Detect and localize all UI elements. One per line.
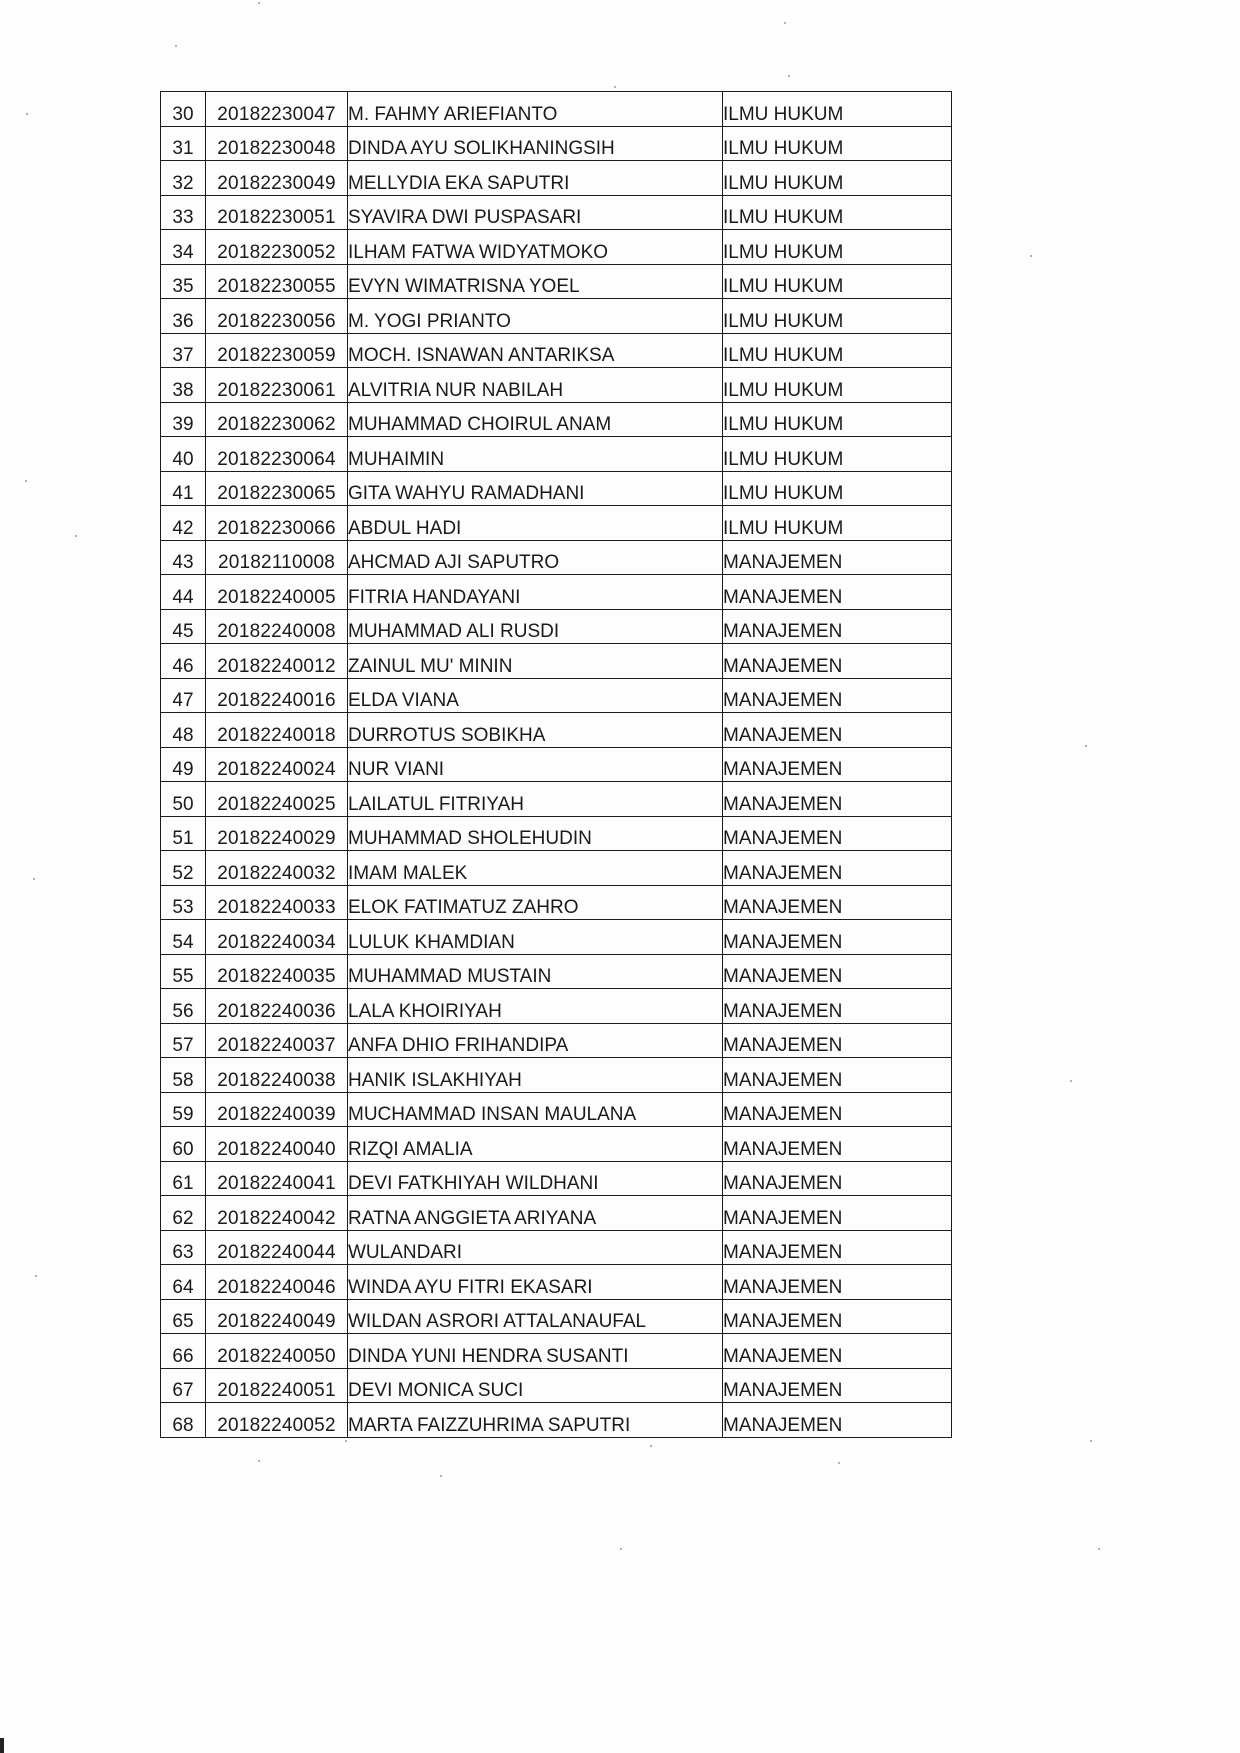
study-program: MANAJEMEN	[723, 1092, 952, 1127]
row-number: 35	[161, 264, 206, 299]
student-name: ALVITRIA NUR NABILAH	[348, 368, 723, 403]
student-name: RIZQI AMALIA	[348, 1127, 723, 1162]
scan-speck	[345, 1440, 347, 1442]
student-name: HANIK ISLAKHIYAH	[348, 1058, 723, 1093]
student-name: MUCHAMMAD INSAN MAULANA	[348, 1092, 723, 1127]
study-program: MANAJEMEN	[723, 920, 952, 955]
student-id: 20182240037	[206, 1023, 348, 1058]
study-program: MANAJEMEN	[723, 1127, 952, 1162]
row-number: 44	[161, 575, 206, 610]
study-program: MANAJEMEN	[723, 885, 952, 920]
student-name: WINDA AYU FITRI EKASARI	[348, 1265, 723, 1300]
student-name: DURROTUS SOBIKHA	[348, 713, 723, 748]
student-name: DINDA AYU SOLIKHANINGSIH	[348, 126, 723, 161]
table-row	[161, 782, 952, 817]
student-id: 20182230061	[206, 368, 348, 403]
scan-speck	[35, 1275, 37, 1277]
study-program: MANAJEMEN	[723, 713, 952, 748]
student-id: 20182240029	[206, 816, 348, 851]
student-id: 20182240008	[206, 609, 348, 644]
scan-speck	[440, 1475, 442, 1477]
student-id: 20182240025	[206, 782, 348, 817]
student-id: 20182240012	[206, 644, 348, 679]
student-name: GITA WAHYU RAMADHANI	[348, 471, 723, 506]
study-program: MANAJEMEN	[723, 1368, 952, 1403]
student-name: DINDA YUNI HENDRA SUSANTI	[348, 1334, 723, 1369]
student-name: ZAINUL MU' MININ	[348, 644, 723, 679]
row-number: 52	[161, 851, 206, 886]
study-program: MANAJEMEN	[723, 1265, 952, 1300]
scan-speck	[25, 480, 27, 482]
student-id: 20182240034	[206, 920, 348, 955]
row-number: 64	[161, 1265, 206, 1300]
table-row	[161, 437, 952, 472]
student-id: 20182240040	[206, 1127, 348, 1162]
student-id: 20182230049	[206, 161, 348, 196]
student-name: MUHAMMAD MUSTAIN	[348, 954, 723, 989]
student-id: 20182240032	[206, 851, 348, 886]
scan-speck	[258, 1460, 260, 1462]
table-row	[161, 1058, 952, 1093]
row-number: 48	[161, 713, 206, 748]
row-number: 49	[161, 747, 206, 782]
student-name: LULUK KHAMDIAN	[348, 920, 723, 955]
student-name: SYAVIRA DWI PUSPASARI	[348, 195, 723, 230]
study-program: ILMU HUKUM	[723, 92, 952, 127]
student-name: MARTA FAIZZUHRIMA SAPUTRI	[348, 1403, 723, 1438]
student-id: 20182240039	[206, 1092, 348, 1127]
study-program: MANAJEMEN	[723, 989, 952, 1024]
row-number: 57	[161, 1023, 206, 1058]
study-program: MANAJEMEN	[723, 1161, 952, 1196]
study-program: ILMU HUKUM	[723, 471, 952, 506]
student-id: 20182240052	[206, 1403, 348, 1438]
student-name: ELOK FATIMATUZ ZAHRO	[348, 885, 723, 920]
row-number: 56	[161, 989, 206, 1024]
student-id: 20182240038	[206, 1058, 348, 1093]
study-program: MANAJEMEN	[723, 1196, 952, 1231]
row-number: 53	[161, 885, 206, 920]
study-program: MANAJEMEN	[723, 851, 952, 886]
row-number: 39	[161, 402, 206, 437]
table-row	[161, 506, 952, 541]
row-number: 46	[161, 644, 206, 679]
row-number: 60	[161, 1127, 206, 1162]
student-name: ELDA VIANA	[348, 678, 723, 713]
row-number: 55	[161, 954, 206, 989]
table-row	[161, 678, 952, 713]
study-program: ILMU HUKUM	[723, 195, 952, 230]
student-id: 20182240035	[206, 954, 348, 989]
student-name: M. FAHMY ARIEFIANTO	[348, 92, 723, 127]
table-row	[161, 471, 952, 506]
student-name: WULANDARI	[348, 1230, 723, 1265]
scan-speck	[1085, 745, 1087, 747]
study-program: ILMU HUKUM	[723, 264, 952, 299]
student-name: LALA KHOIRIYAH	[348, 989, 723, 1024]
table-row	[161, 816, 952, 851]
row-number: 38	[161, 368, 206, 403]
table-row	[161, 333, 952, 368]
study-program: MANAJEMEN	[723, 540, 952, 575]
student-id: 20182240036	[206, 989, 348, 1024]
table-row	[161, 1403, 952, 1438]
student-name: DEVI FATKHIYAH WILDHANI	[348, 1161, 723, 1196]
table-row	[161, 540, 952, 575]
row-number: 50	[161, 782, 206, 817]
table-row	[161, 1265, 952, 1300]
table-row	[161, 264, 952, 299]
student-name: RATNA ANGGIETA ARIYANA	[348, 1196, 723, 1231]
study-program: MANAJEMEN	[723, 1023, 952, 1058]
study-program: ILMU HUKUM	[723, 437, 952, 472]
table-row	[161, 402, 952, 437]
row-number: 42	[161, 506, 206, 541]
student-id: 20182240016	[206, 678, 348, 713]
table-row	[161, 954, 952, 989]
table-row	[161, 92, 952, 127]
table-row	[161, 989, 952, 1024]
student-id: 20182240033	[206, 885, 348, 920]
row-number: 45	[161, 609, 206, 644]
table-row	[161, 1299, 952, 1334]
student-id: 20182230055	[206, 264, 348, 299]
student-name: NUR VIANI	[348, 747, 723, 782]
scan-edge-mark	[0, 1738, 4, 1753]
student-name: FITRIA HANDAYANI	[348, 575, 723, 610]
roster-table-body	[161, 92, 952, 1438]
student-id: 20182240041	[206, 1161, 348, 1196]
row-number: 36	[161, 299, 206, 334]
row-number: 47	[161, 678, 206, 713]
scan-speck	[784, 22, 786, 24]
table-row	[161, 230, 952, 265]
study-program: MANAJEMEN	[723, 609, 952, 644]
scan-speck	[175, 45, 177, 47]
study-program: ILMU HUKUM	[723, 402, 952, 437]
table-row	[161, 161, 952, 196]
table-row	[161, 368, 952, 403]
row-number: 37	[161, 333, 206, 368]
row-number: 67	[161, 1368, 206, 1403]
table-row	[161, 1161, 952, 1196]
table-row	[161, 1092, 952, 1127]
student-id: 20182230056	[206, 299, 348, 334]
study-program: MANAJEMEN	[723, 678, 952, 713]
student-id: 20182110008	[206, 540, 348, 575]
student-name: ABDUL HADI	[348, 506, 723, 541]
table-row	[161, 1334, 952, 1369]
study-program: MANAJEMEN	[723, 1334, 952, 1369]
study-program: ILMU HUKUM	[723, 299, 952, 334]
student-name: LAILATUL FITRIYAH	[348, 782, 723, 817]
student-name: MELLYDIA EKA SAPUTRI	[348, 161, 723, 196]
table-row	[161, 1368, 952, 1403]
student-id: 20182240024	[206, 747, 348, 782]
student-id: 20182230064	[206, 437, 348, 472]
student-id: 20182230051	[206, 195, 348, 230]
student-id: 20182230062	[206, 402, 348, 437]
scan-speck	[1098, 1548, 1100, 1550]
scan-speck	[26, 113, 28, 115]
table-row	[161, 713, 952, 748]
scan-speck	[620, 1548, 622, 1550]
student-id: 20182230047	[206, 92, 348, 127]
scan-speck	[788, 75, 790, 77]
scan-speck	[75, 535, 77, 537]
study-program: MANAJEMEN	[723, 1403, 952, 1438]
row-number: 41	[161, 471, 206, 506]
row-number: 54	[161, 920, 206, 955]
study-program: ILMU HUKUM	[723, 368, 952, 403]
student-roster-table	[160, 91, 952, 1438]
table-row	[161, 575, 952, 610]
table-row	[161, 126, 952, 161]
study-program: MANAJEMEN	[723, 575, 952, 610]
row-number: 66	[161, 1334, 206, 1369]
table-row	[161, 1196, 952, 1231]
student-id: 20182230066	[206, 506, 348, 541]
row-number: 30	[161, 92, 206, 127]
row-number: 61	[161, 1161, 206, 1196]
student-name: EVYN WIMATRISNA YOEL	[348, 264, 723, 299]
row-number: 58	[161, 1058, 206, 1093]
study-program: MANAJEMEN	[723, 644, 952, 679]
row-number: 43	[161, 540, 206, 575]
study-program: ILMU HUKUM	[723, 230, 952, 265]
study-program: ILMU HUKUM	[723, 506, 952, 541]
student-name: IMAM MALEK	[348, 851, 723, 886]
student-name: MUHAIMIN	[348, 437, 723, 472]
student-name: ILHAM FATWA WIDYATMOKO	[348, 230, 723, 265]
student-name: MUHAMMAD CHOIRUL ANAM	[348, 402, 723, 437]
student-id: 20182240042	[206, 1196, 348, 1231]
row-number: 63	[161, 1230, 206, 1265]
student-id: 20182240005	[206, 575, 348, 610]
scan-speck	[33, 878, 35, 880]
row-number: 34	[161, 230, 206, 265]
row-number: 40	[161, 437, 206, 472]
scan-speck	[1070, 1080, 1072, 1082]
student-id: 20182240044	[206, 1230, 348, 1265]
scan-speck	[650, 1445, 652, 1447]
row-number: 62	[161, 1196, 206, 1231]
study-program: ILMU HUKUM	[723, 333, 952, 368]
study-program: MANAJEMEN	[723, 747, 952, 782]
row-number: 65	[161, 1299, 206, 1334]
table-row	[161, 747, 952, 782]
scan-speck	[258, 2, 260, 4]
table-row	[161, 195, 952, 230]
study-program: MANAJEMEN	[723, 816, 952, 851]
table-row	[161, 885, 952, 920]
row-number: 33	[161, 195, 206, 230]
student-id: 20182240050	[206, 1334, 348, 1369]
table-row	[161, 1127, 952, 1162]
table-row	[161, 1230, 952, 1265]
student-id: 20182240049	[206, 1299, 348, 1334]
table-row	[161, 1023, 952, 1058]
scan-speck	[838, 1462, 840, 1464]
student-id: 20182230048	[206, 126, 348, 161]
table-row	[161, 851, 952, 886]
student-id: 20182240018	[206, 713, 348, 748]
study-program: MANAJEMEN	[723, 1230, 952, 1265]
study-program: ILMU HUKUM	[723, 161, 952, 196]
student-id: 20182240051	[206, 1368, 348, 1403]
row-number: 59	[161, 1092, 206, 1127]
scan-speck	[614, 86, 616, 88]
student-name: MUHAMMAD ALI RUSDI	[348, 609, 723, 644]
scan-speck	[1030, 255, 1032, 257]
study-program: MANAJEMEN	[723, 1299, 952, 1334]
study-program: MANAJEMEN	[723, 1058, 952, 1093]
scan-speck	[1090, 1440, 1092, 1442]
row-number: 68	[161, 1403, 206, 1438]
student-id: 20182230052	[206, 230, 348, 265]
study-program: ILMU HUKUM	[723, 126, 952, 161]
student-name: WILDAN ASRORI ATTALANAUFAL	[348, 1299, 723, 1334]
student-name: DEVI MONICA SUCI	[348, 1368, 723, 1403]
student-name: AHCMAD AJI SAPUTRO	[348, 540, 723, 575]
student-name: MUHAMMAD SHOLEHUDIN	[348, 816, 723, 851]
row-number: 31	[161, 126, 206, 161]
student-name: MOCH. ISNAWAN ANTARIKSA	[348, 333, 723, 368]
student-name: ANFA DHIO FRIHANDIPA	[348, 1023, 723, 1058]
student-id: 20182230059	[206, 333, 348, 368]
study-program: MANAJEMEN	[723, 782, 952, 817]
student-id: 20182230065	[206, 471, 348, 506]
table-row	[161, 299, 952, 334]
table-row	[161, 644, 952, 679]
student-name: M. YOGI PRIANTO	[348, 299, 723, 334]
student-id: 20182240046	[206, 1265, 348, 1300]
table-row	[161, 609, 952, 644]
row-number: 32	[161, 161, 206, 196]
row-number: 51	[161, 816, 206, 851]
table-row	[161, 920, 952, 955]
study-program: MANAJEMEN	[723, 954, 952, 989]
